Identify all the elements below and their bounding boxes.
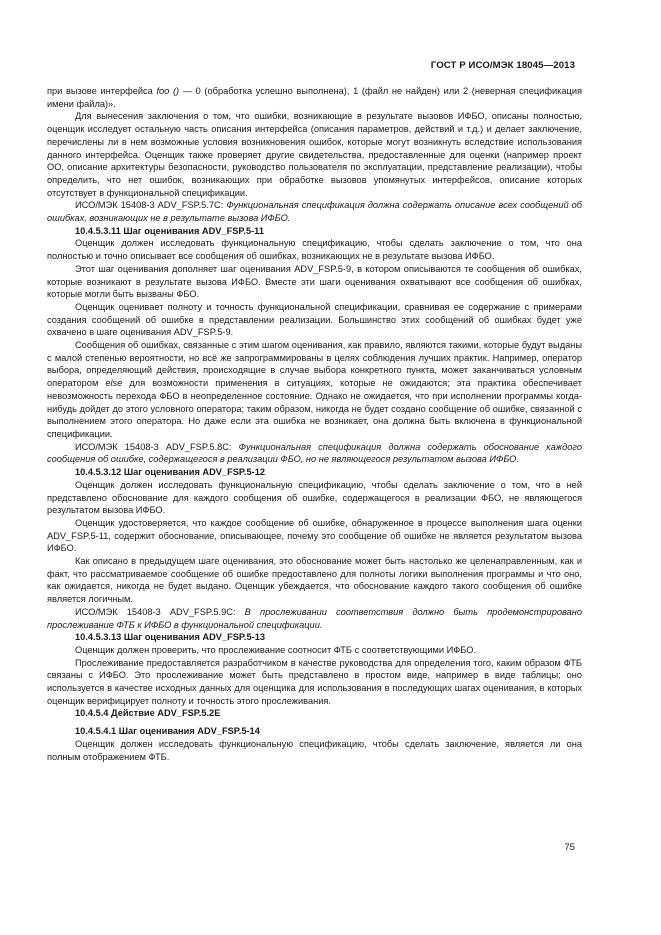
body-paragraph: [47, 237, 582, 262]
body-paragraph: [47, 85, 582, 110]
text-run: для возможности применения в ситуациях, которые не ожидаются; эта практика обеспечивает невозможность перехода ФБО в неопределенное состояние. Однако не ожидается, что при исполнении программы когда-нибудь дойдет до этого условного оператора; таким образом, никогда не будет создано сообщение об ошибке, связанной с выполнением этого оператора. Но даже если эта ошибка не возникает, она должна быть включена в функциональной спецификации.: [47, 378, 582, 439]
document-header: ГОСТ Р ИСО/МЭК 18045—2013: [430, 60, 575, 71]
body-paragraph: [47, 263, 582, 301]
body-paragraph: [47, 441, 582, 466]
text-run: Прослеживание предоставляется разработчиком в качестве руководства для определения того, каким образом ФТБ связаны с ИФБО. Это прослеживание может быть представлено в простом виде, например в виде таблицы; оно используется в качестве исходных данных для оценщика для использования в последующих шагах оценивания, в которых оценщик верифицирует полноту и точность этого прослеживания.: [47, 657, 582, 706]
document-body: [47, 85, 582, 763]
section-heading: 10.4.5.3.11 Шаг оценивания ADV_FSP.5-11: [75, 225, 264, 236]
body-paragraph: [47, 199, 582, 224]
text-run: ИСО/МЭК 15408-3 ADV_FSP.5.9C:: [75, 606, 245, 617]
section-heading: 10.4.5.3.13 Шаг оценивания ADV_FSP.5-13: [75, 632, 265, 643]
body-paragraph: [47, 644, 582, 657]
text-run: при вызове интерфейса: [47, 86, 157, 96]
text-run: Оценщик должен исследовать функциональную спецификацию, чтобы сделать заключение о том, что она полностью и точно описывает все сообщения об ошибках, возникающих не в результате вызова ИФБО.: [47, 238, 582, 262]
text-run: Оценщик должен исследовать функциональную спецификацию, чтобы сделать заключение, является ли она полным отображением ФТБ.: [47, 738, 582, 762]
body-paragraph: [47, 606, 582, 631]
text-run: ИСО/МЭК 15408-3 ADV_FSP.5.8C:: [75, 441, 239, 452]
text-run: Как описано в предыдущем шаге оценивания, это обоснование может быть настолько же целенаправленным, как и факт, что рассматриваемое сообщение об ошибке предоставлено для полноты логики выполнения программы и что оно, как ожидается, никогда не будет выдано. Оценщик убеждается, что обоснование каждого такого сообщения об ошибке является логичным.: [47, 556, 582, 605]
italic-text: В прослеживании соответствия должно быть продемонстрировано прослеживание ФТБ к ИФБО в функциональной спецификации.: [47, 606, 582, 630]
section-heading: 10.4.5.4.1 Шаг оценивания ADV_FSP.5-14: [75, 726, 260, 737]
text-run: — 0 (обработка успешно выполнена), 1 (файл не найден) или 2 (неверная спецификация имени файла)».: [47, 86, 582, 109]
body-paragraph: [47, 738, 582, 763]
section-heading: 10.4.5.4 Действие ADV_FSP.5.2E: [75, 708, 221, 719]
text-run: Для вынесения заключения о том, что ошибки, возникающие в результате вызовов ИФБО, описаны полностью, оценщик исследует остальную часть описания интерфейса (описания параметров, действий и т.д.) и делает заключение, перечислены ли в нем возможные условия возникновения ошибок, которые могут возникнуть вследствие использования данного интерфейса. Оценщик также проверяет другие свидетельства, предоставленные для оценки (например проект ОО, описание архитектуры безопасности, руководство пользователя по эксплуатации, представление реализации), чтобы определить, что нет ошибок, возникающих при обработке вызовов упомянутых интерфейсов, описание которых отсутствует в функциональной спецификации.: [47, 111, 582, 198]
text-run: Этот шаг оценивания дополняет шаг оценивания ADV_FSP.5-9, в котором описываются те сообщения об ошибках, которые возникают в результате вызова ИФБО. Вместе эти шаги оценивания охватывают все сообщения об ошибках, которые могли быть вызваны ФБО.: [47, 263, 582, 300]
body-paragraph: [47, 517, 582, 555]
text-run: ИСО/МЭК 15408-3 ADV_FSP.5.7C:: [75, 200, 227, 211]
body-paragraph: [47, 110, 582, 199]
text-run: Оценщик должен проверить, что прослеживание соотносит ФТБ с соответствующими ИФБО.: [75, 644, 477, 655]
text-run: Оценщик оценивает полноту и точность функциональной спецификации, сравнивая ее содержание с примерами создания сообщений об ошибке в представлении реализации. Большинство этих сообщений об ошибках будет уже охвачено в шаге оценивания ADV_FSP.5-9.: [47, 301, 582, 338]
section-heading: 10.4.5.3.12 Шаг оценивания ADV_FSP.5-12: [75, 467, 265, 478]
page-number: 75: [564, 842, 575, 853]
body-paragraph: [47, 657, 582, 708]
italic-text: foo (): [156, 86, 180, 96]
italic-text: else: [105, 378, 123, 389]
body-paragraph: [47, 555, 582, 606]
italic-text: Функциональная спецификация должна содержать описание всех сообщений об ошибках, возникающих не в результате вызова ИФБО.: [47, 200, 582, 224]
text-run: Сообщения об ошибках, связанные с этим шагом оценивания, как правило, являются такими, которые будут выданы с малой степенью вероятности, но всё же запрограммированы в целях соблюдения лучших практик. Например, оператор выбора, определяющий действия, происходящие в случае выбора конкретного пункта, может заканчиваться условным оператором: [47, 340, 582, 389]
body-paragraph: [47, 479, 582, 517]
text-run: Оценщик удостоверяется, что каждое сообщение об ошибке, обнаруженное в процессе выполнения шага оценки ADV_FSP.5-11, содержит обоснование, описывающее, почему это сообщение об ошибке не является результатом вызова ИФБО.: [47, 517, 582, 554]
text-run: Оценщик должен исследовать функциональную спецификацию, чтобы сделать заключение о том, что в ней представлено обоснование для каждого сообщения об ошибке, содержащегося в реализации ФБО, не являющегося результатом вызова ИФБО.: [47, 479, 582, 516]
body-paragraph: [47, 301, 582, 339]
body-paragraph: [47, 339, 582, 441]
italic-text: Функциональная спецификация должна содержать обоснование каждого сообщения об ошибке, содержащегося в реализации ФБО, но не являющегося результатом вызова ИФБО.: [47, 441, 582, 465]
